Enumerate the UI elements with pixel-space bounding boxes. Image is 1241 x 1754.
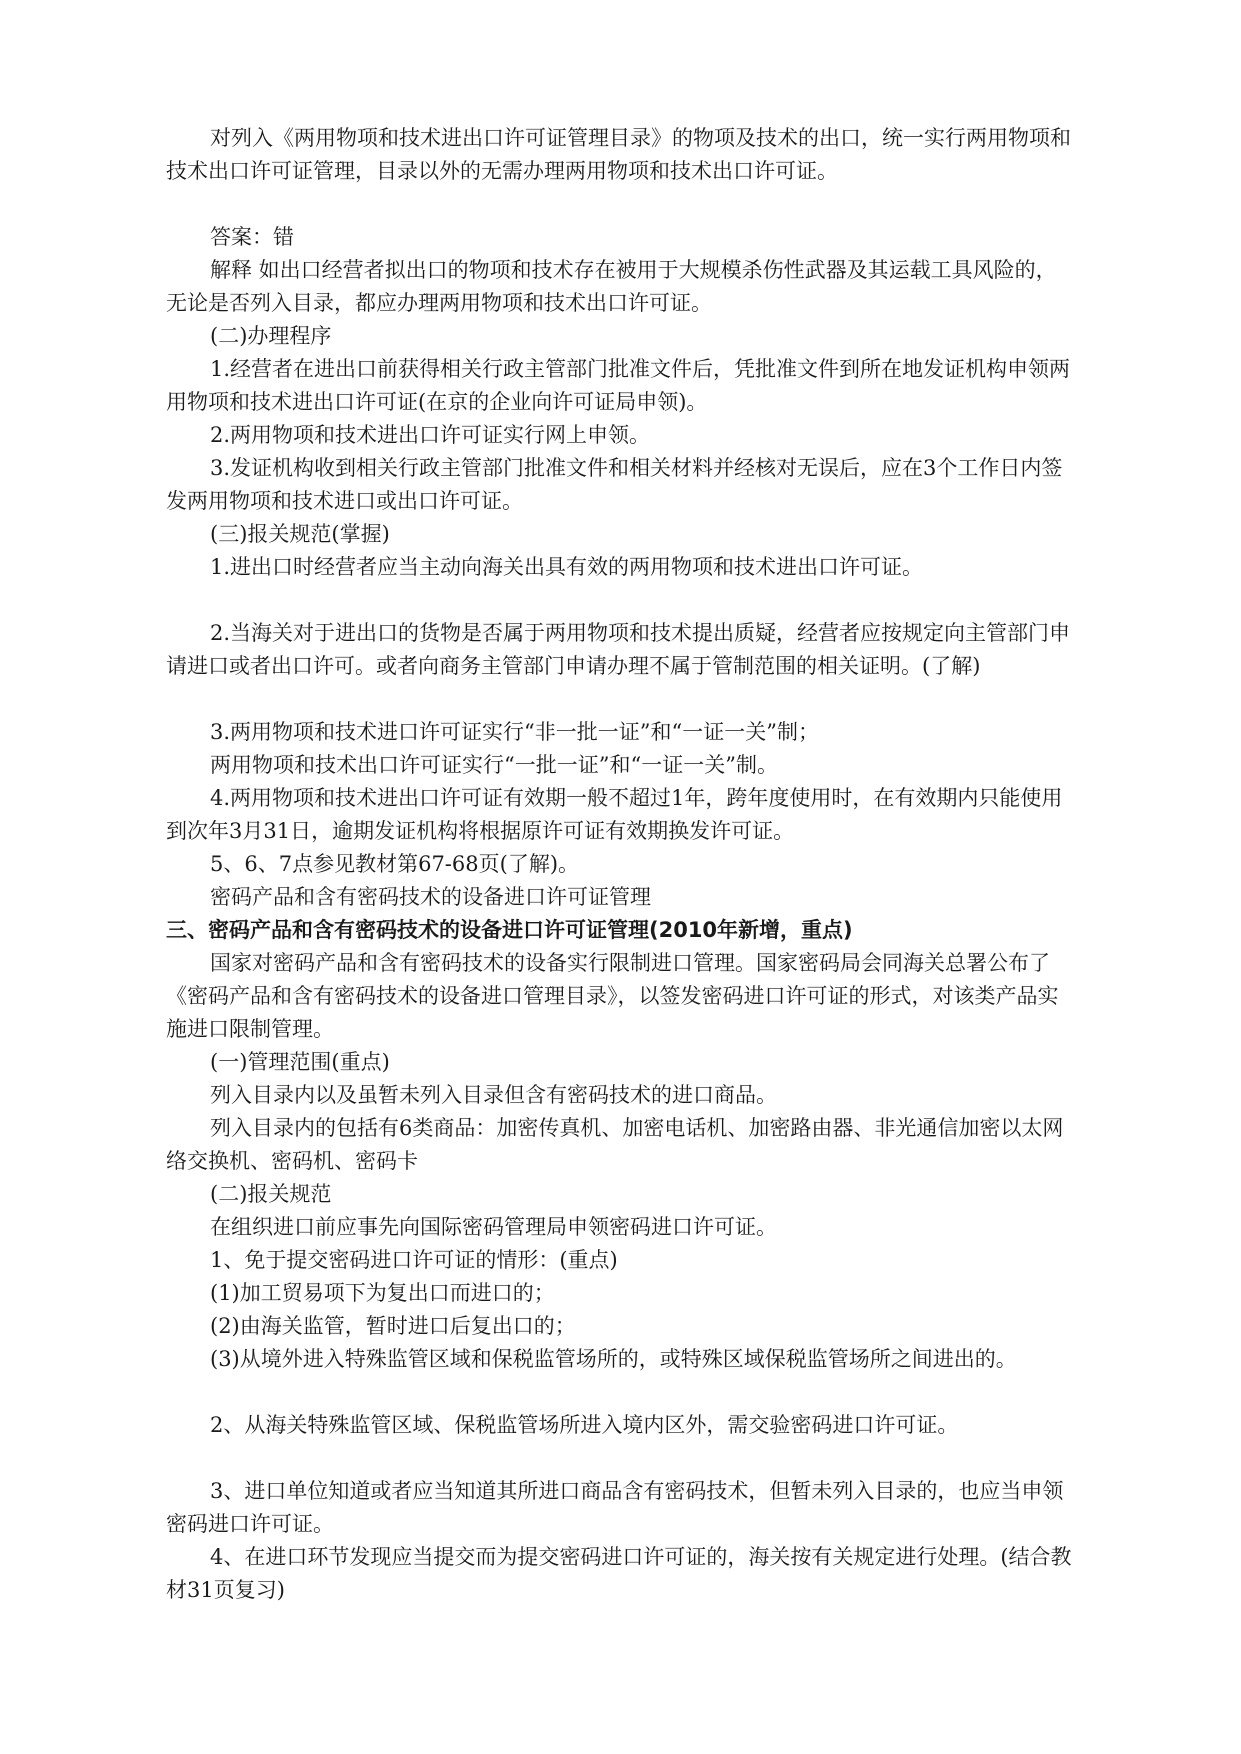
declaration-item-4: 4、在进口环节发现应当提交而为提交密码进口许可证的，海关按有关规定进行处理。(结合教材31页复习) [166,1545,1072,1602]
exemption-item-3: (3)从境外进入特殊监管区域和保税监管场所的，或特殊区域保税监管场所之间进出的。 [210,1347,1017,1371]
customs-item-2: 2.当海关对于进出口的货物是否属于两用物项和技术提出质疑，经营者应按规定向主管部门申请进口或者出口许可。或者向商务主管部门申请办理不属于管制范围的相关证明。(了解) [166,621,1071,678]
declaration-item-2: 2、从海关特殊监管区域、保税监管场所进入境内区外，需交验密码进口许可证。 [210,1413,959,1437]
scope-item-2: 列入目录内的包括有6类商品：加密传真机、加密电话机、加密路由器、非光通信加密以太网络交换机、密码机、密码卡 [166,1116,1064,1173]
section-heading-customs: (三)报关规范(掌握) [210,522,390,546]
exemption-item-1: (1)加工贸易项下为复出口而进口的； [210,1281,555,1305]
customs-item-3a: 3.两用物项和技术进口许可证实行“非一批一证”和“一证一关”制； [210,720,819,744]
section-three-intro: 国家对密码产品和含有密码技术的设备实行限制进口管理。国家密码局会同海关总署公布了《密码产品和含有密码技术的设备进口管理目录》，以签发密码进口许可证的形式，对该类产品实施进口限制管理。 [166,951,1059,1041]
document-body [166,122,1076,1607]
subtitle-line: 密码产品和含有密码技术的设备进口许可证管理 [210,885,651,909]
customs-item-4: 4.两用物项和技术进出口许可证有效期一般不超过1年，跨年度使用时，在有效期内只能使用到次年3月31日，逾期发证机构将根据原许可证有效期换发许可证。 [166,786,1063,843]
section-heading-procedure: (二)办理程序 [210,324,332,348]
explanation-paragraph: 解释 如出口经营者拟出口的物项和技术存在被用于大规模杀伤性武器及其运载工具风险的，无论是否列入目录，都应办理两用物项和技术出口许可证。 [166,258,1057,315]
procedure-item-2: 2.两用物项和技术进出口许可证实行网上申领。 [210,423,651,447]
answer-line: 答案：错 [210,225,294,249]
declaration-heading: (二)报关规范 [210,1182,332,1206]
declaration-item-3: 3、进口单位知道或者应当知道其所进口商品含有密码技术，但暂未列入目录的，也应当申领密码进口许可证。 [166,1479,1064,1536]
customs-item-1: 1.进出口时经营者应当主动向海关出具有效的两用物项和技术进出口许可证。 [210,555,924,579]
scope-item-1: 列入目录内以及虽暂未列入目录但含有密码技术的进口商品。 [210,1083,777,1107]
scope-heading: (一)管理范围(重点) [210,1050,390,1074]
customs-item-5-7: 5、6、7点参见教材第67-68页(了解)。 [210,852,580,876]
procedure-item-3: 3.发证机构收到相关行政主管部门批准文件和相关材料并经核对无误后，应在3个工作日内签发两用物项和技术进口或出口许可证。 [166,456,1063,513]
exemption-heading: 1、免于提交密码进口许可证的情形：(重点) [210,1248,618,1272]
procedure-item-1: 1.经营者在进出口前获得相关行政主管部门批准文件后，凭批准文件到所在地发证机构申领两用物项和技术进出口许可证(在京的企业向许可证局申领)。 [166,357,1071,414]
declaration-intro: 在组织进口前应事先向国际密码管理局申领密码进口许可证。 [210,1215,777,1239]
customs-item-3b: 两用物项和技术出口许可证实行“一批一证”和“一证一关”制。 [210,753,778,777]
section-three-heading: 三、密码产品和含有密码技术的设备进口许可证管理(2010年新增，重点) [166,918,853,942]
exemption-item-2: (2)由海关监管，暂时进口后复出口的； [210,1314,576,1338]
paragraph-intro: 对列入《两用物项和技术进出口许可证管理目录》的物项及技术的出口，统一实行两用物项和技术出口许可证管理，目录以外的无需办理两用物项和技术出口许可证。 [166,126,1071,183]
